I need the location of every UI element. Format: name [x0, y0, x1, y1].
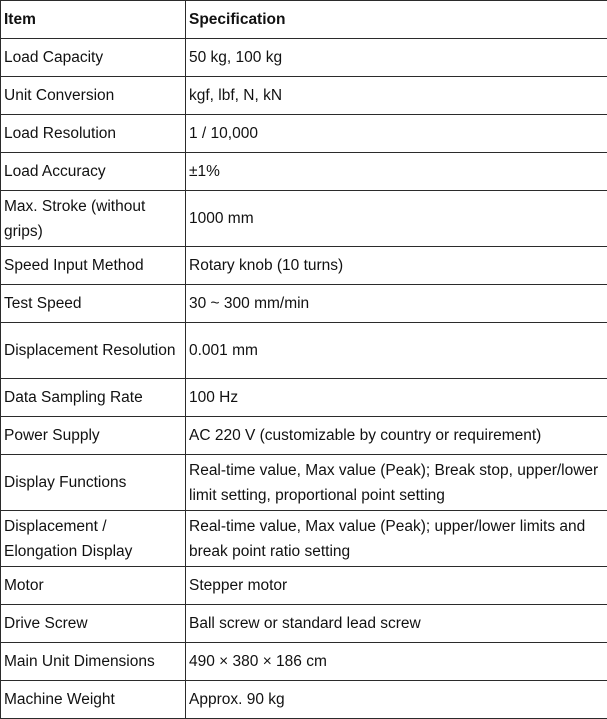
- table-row: [1, 247, 607, 285]
- spec-cell: Stepper motor: [186, 567, 607, 605]
- table-row: [1, 681, 607, 719]
- table-row: [1, 511, 607, 567]
- table-row: [1, 77, 607, 115]
- table-row: [1, 153, 607, 191]
- item-cell: Displacement Resolution: [1, 323, 186, 379]
- item-cell: Displacement / Elongation Display: [1, 511, 186, 567]
- table-row: [1, 417, 607, 455]
- column-header-specification: Specification: [186, 1, 607, 39]
- spec-cell: 100 Hz: [186, 379, 607, 417]
- item-cell: Main Unit Dimensions: [1, 643, 186, 681]
- spec-cell: Rotary knob (10 turns): [186, 247, 607, 285]
- spec-cell: 0.001 mm: [186, 323, 607, 379]
- table-row: [1, 191, 607, 247]
- item-cell: Load Accuracy: [1, 153, 186, 191]
- table-row: [1, 455, 607, 511]
- table-row: [1, 323, 607, 379]
- table-row: [1, 643, 607, 681]
- item-cell: Display Functions: [1, 455, 186, 511]
- spec-cell: 1000 mm: [186, 191, 607, 247]
- spec-cell: Ball screw or standard lead screw: [186, 605, 607, 643]
- item-cell: Unit Conversion: [1, 77, 186, 115]
- spec-cell: 50 kg, 100 kg: [186, 39, 607, 77]
- table-row: [1, 379, 607, 417]
- spec-cell: 1 / 10,000: [186, 115, 607, 153]
- item-cell: Load Capacity: [1, 39, 186, 77]
- table-row: [1, 567, 607, 605]
- table-row: [1, 115, 607, 153]
- item-cell: Max. Stroke (without grips): [1, 191, 186, 247]
- item-cell: Motor: [1, 567, 186, 605]
- column-header-item: Item: [1, 1, 186, 39]
- item-cell: Data Sampling Rate: [1, 379, 186, 417]
- spec-cell: Approx. 90 kg: [186, 681, 607, 719]
- table-row: [1, 39, 607, 77]
- item-cell: Machine Weight: [1, 681, 186, 719]
- spec-cell: kgf, lbf, N, kN: [186, 77, 607, 115]
- spec-cell: ±1%: [186, 153, 607, 191]
- item-cell: Power Supply: [1, 417, 186, 455]
- spec-cell: 490 × 380 × 186 cm: [186, 643, 607, 681]
- spec-cell: AC 220 V (customizable by country or requirement): [186, 417, 607, 455]
- table-row: [1, 605, 607, 643]
- table-header-row: [1, 1, 607, 39]
- table-row: [1, 285, 607, 323]
- item-cell: Drive Screw: [1, 605, 186, 643]
- item-cell: Speed Input Method: [1, 247, 186, 285]
- item-cell: Load Resolution: [1, 115, 186, 153]
- spec-cell: 30 ~ 300 mm/min: [186, 285, 607, 323]
- spec-cell: Real-time value, Max value (Peak); upper/lower limits and break point ratio setting: [186, 511, 607, 567]
- spec-cell: Real-time value, Max value (Peak); Break stop, upper/lower limit setting, proportional point setting: [186, 455, 607, 511]
- item-cell: Test Speed: [1, 285, 186, 323]
